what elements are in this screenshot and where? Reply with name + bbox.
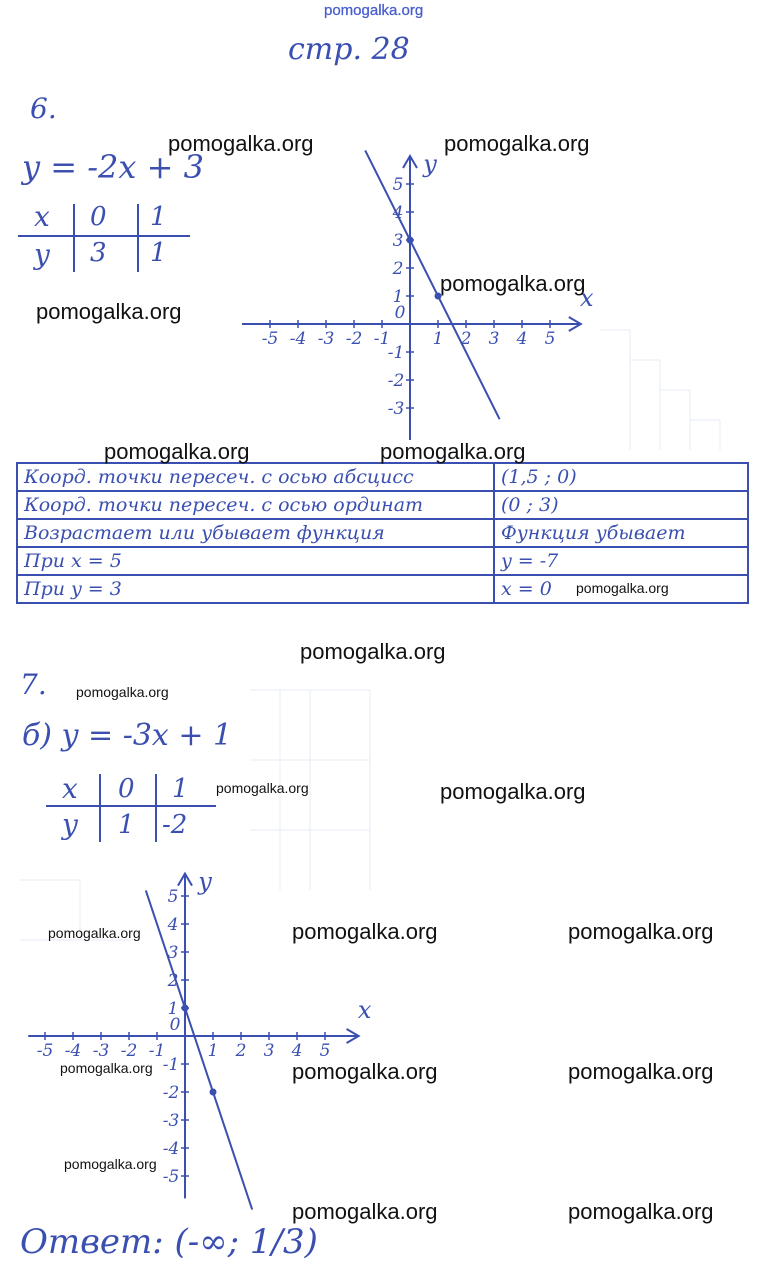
x-tick-label: 2 xyxy=(235,1041,247,1061)
y-tick-label: 1 xyxy=(392,287,404,307)
function-point xyxy=(210,1089,217,1096)
x-tick-label: 4 xyxy=(291,1041,303,1061)
x-tick-label: -5 xyxy=(36,1041,54,1061)
table-row xyxy=(17,519,748,547)
task7-equation: б) y = -3x + 1 xyxy=(22,718,233,753)
property-answer: (0 ; 3) xyxy=(494,491,748,519)
y-tick-label: 3 xyxy=(167,943,179,963)
y-tick-label: -2 xyxy=(387,371,405,391)
task7-table-x0: 0 xyxy=(118,774,135,804)
property-question: Коорд. точки пересеч. с осью абсцисс xyxy=(17,463,494,491)
watermark: pomogalka.org xyxy=(444,131,590,156)
x-tick-label: -1 xyxy=(373,329,391,349)
property-question: При x = 5 xyxy=(17,547,494,575)
watermark: pomogalka.org xyxy=(292,1199,438,1224)
origin-label: 0 xyxy=(394,303,406,323)
y-tick-label: 3 xyxy=(392,231,404,251)
task7-table-x1: 1 xyxy=(172,774,189,804)
task7-table-y-label: y xyxy=(62,808,78,841)
task6-table-x0: 0 xyxy=(90,202,107,232)
task7-table-y1: -2 xyxy=(162,810,188,840)
x-axis-label: x xyxy=(357,996,372,1024)
task6-table-y1: 1 xyxy=(150,238,167,268)
y-tick-label: 5 xyxy=(167,887,179,907)
x-tick-label: -4 xyxy=(64,1041,82,1061)
y-tick-label: -3 xyxy=(387,399,405,419)
watermark: pomogalka.org xyxy=(216,780,309,796)
x-tick-label: 2 xyxy=(460,329,472,349)
task6-table-y0: 3 xyxy=(90,238,107,268)
x-tick-label: -2 xyxy=(120,1041,138,1061)
watermark: pomogalka.org xyxy=(60,1060,153,1076)
top-watermark: pomogalka.org xyxy=(324,2,424,19)
x-tick-label: -3 xyxy=(92,1041,110,1061)
y-tick-label: 2 xyxy=(392,259,404,279)
property-question: Коорд. точки пересеч. с осью ординат xyxy=(17,491,494,519)
watermark: pomogalka.org xyxy=(576,580,669,596)
x-tick-label: 5 xyxy=(319,1041,331,1061)
x-axis-label: x xyxy=(580,284,594,312)
watermark: pomogalka.org xyxy=(292,919,438,944)
y-tick-label: -1 xyxy=(162,1055,180,1075)
y-tick-label: 2 xyxy=(167,971,179,991)
origin-label: 0 xyxy=(169,1015,181,1035)
x-tick-label: 1 xyxy=(207,1041,219,1061)
x-tick-label: -5 xyxy=(261,329,279,349)
x-tick-label: -3 xyxy=(317,329,335,349)
watermark: pomogalka.org xyxy=(568,1059,714,1084)
function-point xyxy=(182,1005,189,1012)
y-tick-label: 4 xyxy=(392,203,404,223)
watermark: pomogalka.org xyxy=(440,779,586,804)
watermark: pomogalka.org xyxy=(292,1059,438,1084)
y-axis-label: y xyxy=(423,150,437,178)
watermark: pomogalka.org xyxy=(168,131,314,156)
y-tick-label: -3 xyxy=(162,1111,180,1131)
table-row xyxy=(17,491,748,519)
table-row xyxy=(17,463,748,491)
x-tick-label: -2 xyxy=(345,329,363,349)
x-tick-label: 5 xyxy=(544,329,556,349)
property-question: Возрастает или убывает функция xyxy=(17,519,494,547)
property-answer: Функция убывает xyxy=(494,519,748,547)
watermark: pomogalka.org xyxy=(104,439,250,464)
x-tick-label: 3 xyxy=(263,1041,275,1061)
watermark: pomogalka.org xyxy=(76,684,169,700)
property-answer: (1,5 ; 0) xyxy=(494,463,748,491)
table-row xyxy=(17,547,748,575)
y-tick-label: 1 xyxy=(167,999,179,1019)
watermark: pomogalka.org xyxy=(568,919,714,944)
watermark: pomogalka.org xyxy=(64,1156,157,1172)
x-tick-label: -1 xyxy=(148,1041,166,1061)
watermark: pomogalka.org xyxy=(440,271,586,296)
task6-number: 6. xyxy=(30,92,57,125)
watermark: pomogalka.org xyxy=(48,925,141,941)
y-tick-label: -2 xyxy=(162,1083,180,1103)
task7-number: 7. xyxy=(20,668,47,701)
task6-table-x-label: x xyxy=(34,200,50,233)
x-tick-label: 1 xyxy=(432,329,444,349)
y-axis-label: y xyxy=(198,867,212,896)
watermark: pomogalka.org xyxy=(380,439,526,464)
task7-table-x-label: x xyxy=(62,772,78,805)
task6-table-x1: 1 xyxy=(150,202,167,232)
y-tick-label: -1 xyxy=(387,343,405,363)
y-tick-label: -5 xyxy=(162,1167,180,1187)
task6-equation: y = -2x + 3 xyxy=(22,148,204,186)
property-question: При y = 3 xyxy=(17,575,494,603)
y-tick-label: 4 xyxy=(167,915,179,935)
task7-answer: Ответ: (-∞; 1/3) xyxy=(20,1222,318,1262)
y-tick-label: -4 xyxy=(162,1139,180,1159)
x-tick-label: 3 xyxy=(488,329,500,349)
property-answer: x = 0 xyxy=(494,575,748,603)
watermark: pomogalka.org xyxy=(36,299,182,324)
y-tick-label: 5 xyxy=(392,175,404,195)
function-point xyxy=(407,237,414,244)
watermark: pomogalka.org xyxy=(300,639,446,664)
task7-table-y0: 1 xyxy=(118,810,135,840)
x-tick-label: -4 xyxy=(289,329,307,349)
page-number: стр. 28 xyxy=(288,32,410,67)
x-tick-label: 4 xyxy=(516,329,528,349)
task6-table-y-label: y xyxy=(34,238,50,271)
watermark: pomogalka.org xyxy=(568,1199,714,1224)
property-answer: y = -7 xyxy=(494,547,748,575)
